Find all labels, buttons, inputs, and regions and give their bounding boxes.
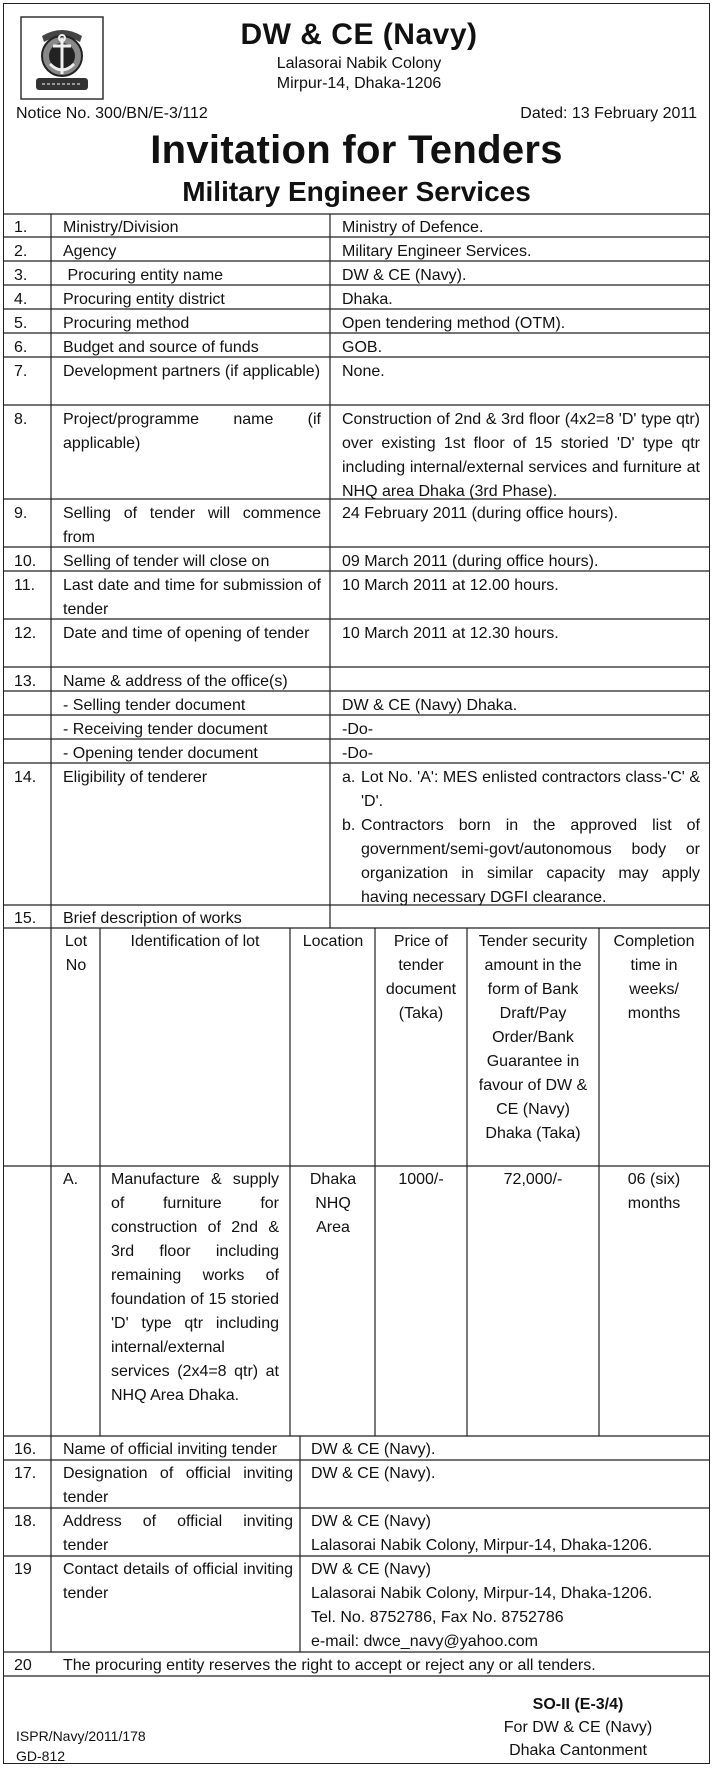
row-label: Eligibility of tenderer [63, 769, 208, 786]
row-value: 10 March 2011 at 12.00 hours. [342, 577, 559, 594]
row-value: Lalasorai Nabik Colony, Mirpur-14, Dhaka-1206. [311, 1537, 653, 1554]
row-number: 4. [14, 291, 28, 308]
row-label: Address of official inviting tender [63, 1513, 293, 1554]
office-subrow-value: DW & CE (Navy) Dhaka. [342, 697, 518, 714]
row-value: DW & CE (Navy). [311, 1465, 436, 1482]
row-label: Project/programme name (if applicable) [63, 411, 321, 452]
signatory-designation: SO-II (E-3/4) [532, 1696, 624, 1713]
row-label: Designation of official inviting tender [63, 1465, 293, 1506]
row-number: 7. [14, 363, 28, 380]
row-value: 24 February 2011 (during office hours). [342, 505, 619, 522]
row-number: 14. [14, 769, 37, 786]
row-number: 12. [14, 625, 37, 642]
row-value: GOB. [342, 339, 383, 356]
office-subrow-label: - Receiving tender document [63, 721, 268, 738]
row-label: Name of official inviting tender [63, 1441, 278, 1458]
completion-header: Completion time in weeks/ months [613, 933, 695, 1022]
notice-date: Dated: 13 February 2011 [520, 105, 697, 122]
signatory-for-line: For DW & CE (Navy) [503, 1719, 653, 1736]
price-cell: 1000/- [398, 1171, 444, 1188]
row-number: 19 [14, 1561, 32, 1578]
row-label: Procuring method [63, 315, 190, 332]
page-title: Invitation for Tenders [150, 128, 563, 172]
row-number: 5. [14, 315, 28, 332]
row-number: 17. [14, 1465, 37, 1482]
row-number: 6. [14, 339, 28, 356]
office-subrow-label: - Selling tender document [63, 697, 246, 714]
security-header: Tender security amount in the form of Bank Draft/Pay Order/Bank Guarantee in favour of DW & CE (Navy) Dhaka (Taka) [478, 933, 588, 1142]
row-value: Lalasorai Nabik Colony, Mirpur-14, Dhaka-1206. [311, 1585, 653, 1602]
row-value: Construction of 2nd & 3rd floor (4x2=8 'D' type qtr) over existing 1st floor of 15 storied 'D' type qtr including internal/external services and furniture at NHQ area Dhaka (3rd Phase). [342, 411, 700, 500]
row-value: Military Engineer Services. [342, 243, 532, 260]
signatory-location: Dhaka Cantonment [509, 1742, 647, 1759]
row-value: Tel. No. 8752786, Fax No. 8752786 [311, 1609, 564, 1626]
row-number: 18. [14, 1513, 37, 1530]
row-number: 16. [14, 1441, 37, 1458]
address-line-1: Lalasorai Nabik Colony [276, 55, 442, 72]
navy-anchor-crest-icon [20, 16, 104, 100]
address-line-2: Mirpur-14, Dhaka-1206 [276, 75, 442, 92]
row-number: 10. [14, 553, 37, 570]
eligibility-item: Lot No. 'A': MES enlisted contractors class-'C' & 'D'. [361, 769, 700, 810]
row-number: 20 [14, 1657, 32, 1674]
row-value: 10 March 2011 at 12.30 hours. [342, 625, 559, 642]
row-label: Procuring entity district [63, 291, 225, 308]
identification-cell: Manufacture & supply of furniture for construction of 2nd & 3rd floor including remaining works of foundation of 15 storied 'D' type qtr including internal/external services (2x4=8 qtr) at NHQ Area Dhaka. [111, 1171, 279, 1404]
office-subrow-value: -Do- [342, 721, 374, 738]
row-number: 13. [14, 673, 37, 690]
security-cell: 72,000/- [503, 1171, 563, 1188]
contact-email: e-mail: dwce_navy@yahoo.com [311, 1633, 539, 1650]
row-label: Last date and time for submission of tender [63, 577, 321, 618]
row-label: Procuring entity name [63, 267, 224, 284]
eligibility-marker: b. [342, 817, 356, 834]
eligibility-item: Contractors born in the approved list of government/semi-govt/autonomous body or organization in similar capacity may apply having necessary DGFI clearance. [361, 817, 700, 906]
row-label: Contact details of official inviting tender [63, 1561, 293, 1602]
row-label: Selling of tender will close on [63, 553, 270, 570]
row-number: 2. [14, 243, 28, 260]
office-subrow-label: - Opening tender document [63, 745, 258, 762]
row-value: 09 March 2011 (during office hours). [342, 553, 599, 570]
row-value: Ministry of Defence. [342, 219, 484, 236]
row-label: Selling of tender will commence from [63, 505, 321, 546]
location-header: Location [302, 933, 364, 950]
price-header: Price of tender document (Taka) [385, 933, 457, 1022]
tender-notice-page [3, 3, 710, 1764]
row-label: Budget and source of funds [63, 339, 259, 356]
row-label: Ministry/Division [63, 219, 179, 236]
row-label: Date and time of opening of tender [63, 625, 310, 642]
notice-number: Notice No. 300/BN/E-3/112 [16, 105, 208, 122]
row-value: None. [342, 363, 385, 380]
lot-no-header: Lot No [64, 933, 88, 974]
row-value: DW & CE (Navy) [311, 1561, 431, 1578]
row-number: 15. [14, 910, 37, 927]
row-number: 11. [14, 577, 36, 594]
page-subtitle: Military Engineer Services [182, 176, 531, 207]
ispr-reference: ISPR/Navy/2011/178 [16, 1728, 146, 1744]
organization-name: DW & CE (Navy) [240, 18, 478, 51]
completion-cell: 06 (six) months [627, 1171, 681, 1212]
eligibility-marker: a. [342, 769, 356, 786]
row-label: Agency [63, 243, 117, 260]
identification-header: Identification of lot [130, 933, 260, 950]
row-number: 9. [14, 505, 28, 522]
row-value: DW & CE (Navy). [342, 267, 467, 284]
row-value: DW & CE (Navy) [311, 1513, 431, 1530]
row-value: DW & CE (Navy). [311, 1441, 436, 1458]
row-value: Dhaka. [342, 291, 393, 308]
row-label: Brief description of works [63, 910, 242, 927]
row-label: Development partners (if applicable) [63, 363, 321, 380]
row-number: 3. [14, 267, 28, 284]
location-cell: Dhaka NHQ Area [309, 1171, 357, 1236]
gd-reference: GD-812 [16, 1748, 66, 1764]
row-number: 8. [14, 411, 28, 428]
row-label: Name & address of the office(s) [63, 673, 288, 690]
row-value: Open tendering method (OTM). [342, 315, 566, 332]
office-subrow-value: -Do- [342, 745, 374, 762]
lot-no-cell: A. [63, 1171, 79, 1188]
final-statement: The procuring entity reserves the right to accept or reject any or all tenders. [63, 1657, 596, 1674]
row-number: 1. [14, 219, 28, 236]
